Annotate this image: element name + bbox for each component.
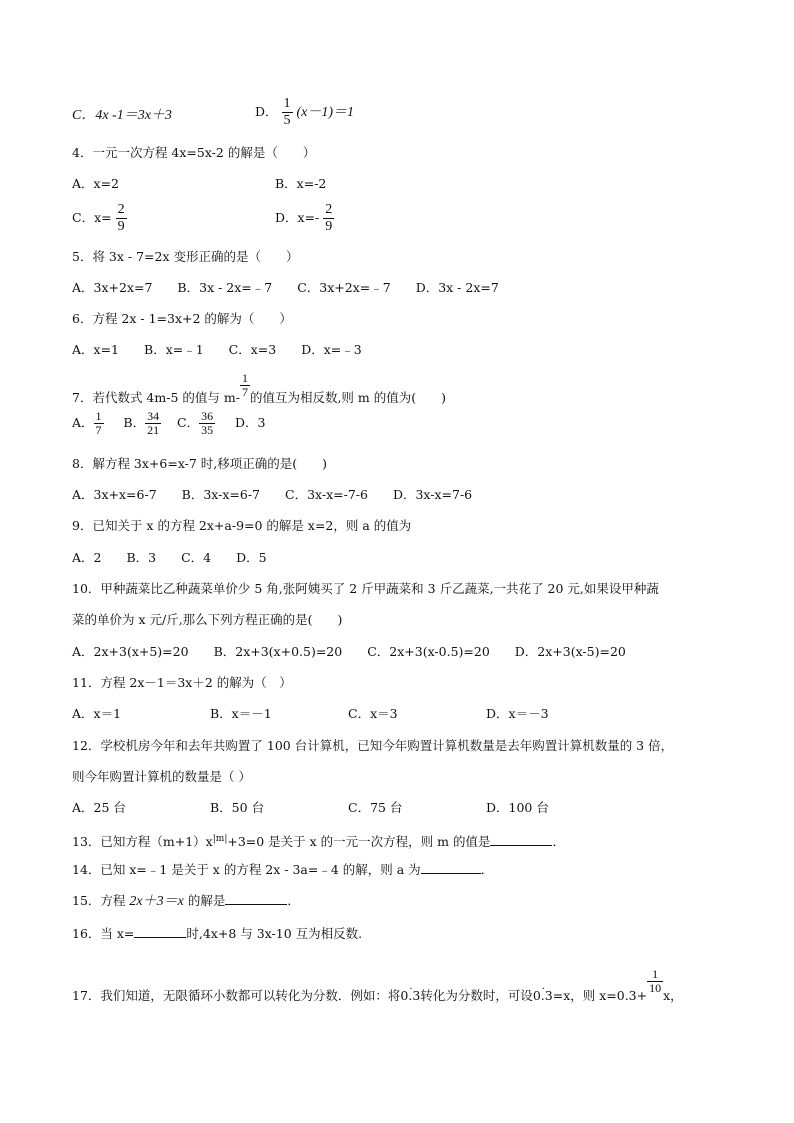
q3-option-c: C．4x -1＝3x＋3 <box>72 108 172 123</box>
q8-stem: 8．解方程 3x+6=x-7 时,移项正确的是( ) <box>72 456 328 471</box>
q7-b-fraction: $\frac{34}{21}$ <box>147 409 160 437</box>
q13-stem: 13．已知方程$(m+1)x^{|m|}+3=0$ 是关于 x 的一元一次方程，则 m 的值是 ． <box>72 834 565 849</box>
q4-d-fraction: $\frac{2}{9}$ <box>325 202 333 234</box>
q16-answer-blank[interactable] <box>134 925 186 938</box>
q7-stem-fraction: $\frac{1}{7}$ <box>241 371 248 399</box>
q12-option-d: D．100 台 <box>486 800 549 815</box>
q10-stem-line2: 菜的单价为 x 元/斤,那么下列方程正确的是( ) <box>72 612 343 627</box>
q6-options: A．x=1 B．x=﹣1 C．x=3 D．x=﹣3 <box>72 342 362 357</box>
q4-option-c: C．x= $\frac{2}{9}$ <box>72 202 125 234</box>
q17-fraction: $\frac{1}{10}$ <box>649 967 662 995</box>
q4-option-b: B．x=-2 <box>275 176 327 191</box>
q3-option-d: D． $\frac{1}{5}$ (x－1)＝1 <box>255 96 355 128</box>
q11-option-b: B．x＝－1 <box>210 706 272 721</box>
q12-stem-line1: 12．学校机房今年和去年共购置了 100 台计算机，已知今年购置计算机数量是去年购置计算机数量的 3 倍， <box>72 738 674 753</box>
q7-a-fraction: $\frac{1}{7}$ <box>95 409 102 437</box>
q5-options: A．3x+2x=7 B．3x - 2x=﹣7 C．3x+2x=﹣7 D．3x - 2x=7 <box>72 280 499 295</box>
q13-answer-blank[interactable] <box>490 833 552 846</box>
q10-stem-line1: 10．甲种蔬菜比乙种蔬菜单价少 5 角,张阿姨买了 2 斤甲蔬菜和 3 斤乙蔬菜,一共花了 20 元,如果设甲种蔬 <box>72 581 659 596</box>
q4-option-a: A．x=2 <box>72 176 120 191</box>
q4-c-fraction: $\frac{2}{9}$ <box>117 202 125 234</box>
q9-options: A．2 B．3 C．4 D．5 <box>72 550 267 565</box>
q11-stem: 11．方程 2x－1＝3x＋2 的解为（ ） <box>72 675 292 690</box>
q14-answer-blank[interactable] <box>421 861 481 874</box>
q12-option-c: C．75 台 <box>348 800 403 815</box>
q11-option-c: C．x＝3 <box>348 706 398 721</box>
q7-stem: 7．若代数式 4m-5 的值与 m- $\frac{1}{7}$ 的值互为相反数,则 m 的值为( ) <box>72 371 446 405</box>
q17-repeating-decimal-2: . 0.3 <box>533 987 553 1005</box>
q15-answer-blank[interactable] <box>225 892 287 905</box>
q16-stem: 16．当 x= 时,4x+8 与 3x-10 互为相反数. <box>72 926 363 941</box>
q11-option-d: D．x＝－3 <box>486 706 549 721</box>
q6-stem: 6．方程 2x - 1=3x+2 的解为（ ） <box>72 311 292 326</box>
q11-option-a: A．x＝1 <box>72 706 122 721</box>
q12-stem-line2: 则今年购置计算机的数量是（ ） <box>72 769 251 784</box>
q15-stem: 15．方程 2x＋3＝x 的解是 ． <box>72 893 300 909</box>
q9-stem: 9．已知关于 x 的方程 2x+a-9=0 的解是 x=2，则 a 的值为 <box>72 518 412 533</box>
q7-c-fraction: $\frac{36}{35}$ <box>201 409 214 437</box>
q14-stem: 14．已知 x=﹣1 是关于 x 的方程 2x - 3a=﹣4 的解，则 a 为 ． <box>72 862 494 877</box>
q7-options: A． $\frac{1}{7}$ B． $\frac{34}{21}$ C． $\frac{36}{35}$ D．3 <box>72 409 266 437</box>
q5-stem: 5．将 3x - 7=2x 变形正确的是（ ） <box>72 249 299 264</box>
q4-option-d: D．x=- $\frac{2}{9}$ <box>275 202 333 234</box>
q10-options: A．2x+3(x+5)=20 B．2x+3(x+0.5)=20 C．2x+3(x-0.5)=20 D．2x+3(x-5)=20 <box>72 644 626 659</box>
q12-option-b: B．50 台 <box>210 800 265 815</box>
q4-stem: 4．一元一次方程 4x=5x-2 的解是（ ） <box>72 145 316 160</box>
q17-repeating-decimal-1: . 0.3 <box>400 987 420 1005</box>
q8-options: A．3x+x=6-7 B．3x-x=6-7 C．3x-x=-7-6 D．3x-x=7-6 <box>72 487 473 502</box>
q17-stem: 17．我们知道，无限循环小数都可以转化为分数．例如：将. 0.3转化为分数时，可设. 0.3=x，则 x=0.3+ $\frac{1}{10}$ x， <box>72 968 683 1005</box>
q12-option-a: A．25 台 <box>72 800 126 815</box>
q3-d-fraction: $\frac{1}{5}$ <box>283 96 291 128</box>
